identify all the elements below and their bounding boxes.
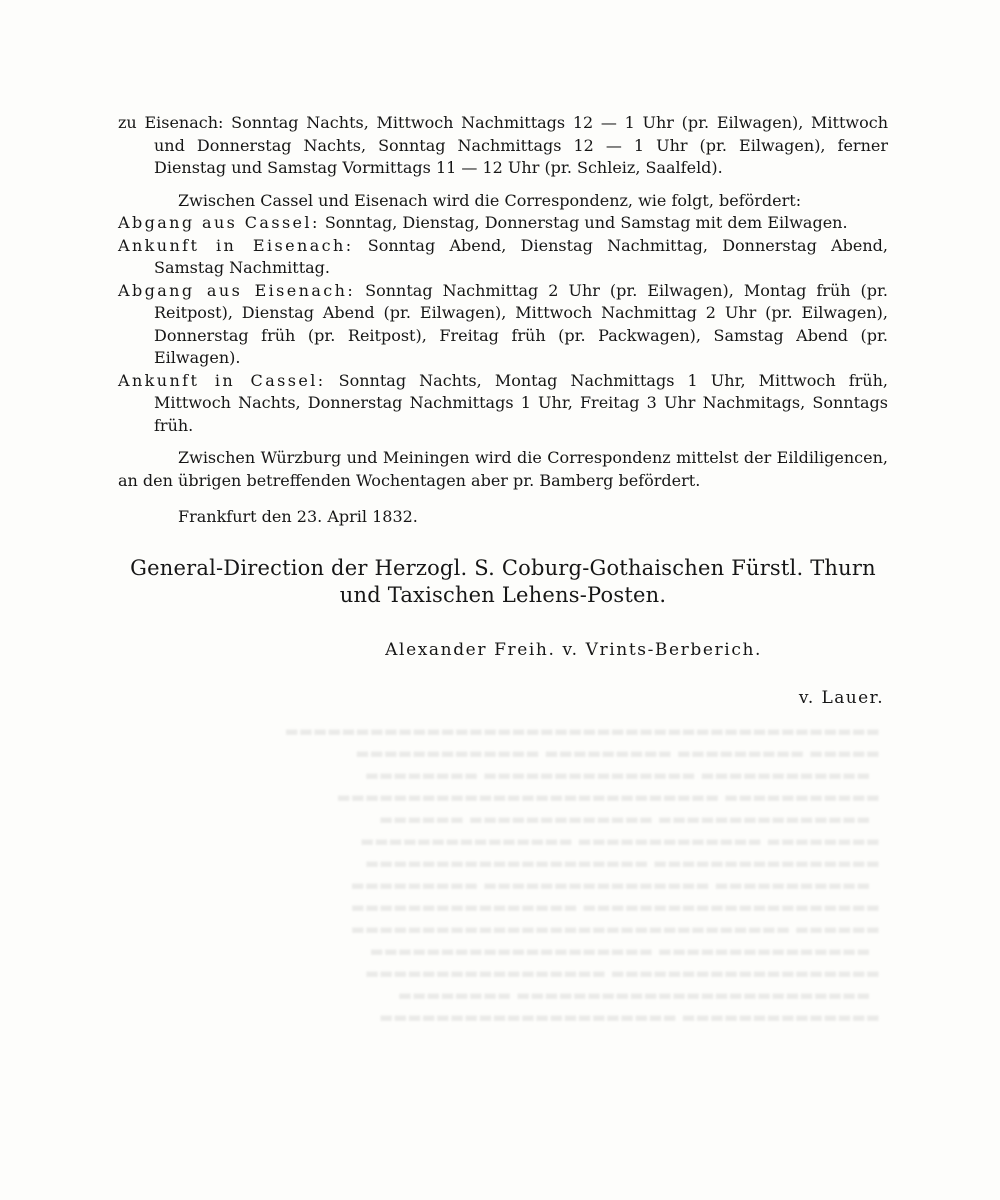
ankunft-eisenach-label: Ankunft in Eisenach: (118, 235, 354, 255)
ankunft-cassel-text: Sonntag Nachts, Montag Nachmittags 1 Uhr, Mittwoch früh, Mittwoch Nachts, Donnerstag Nachmittags 1 Uhr, Freitag 3 Uhr Nachmitags, Sonntags früh. (154, 370, 888, 435)
abgang-cassel-text: Sonntag, Dienstag, Donnerstag und Samstag mit dem Eilwagen. (324, 213, 848, 232)
date-line: Frankfurt den 23. April 1832. (178, 507, 418, 526)
ankunft-cassel-label: Ankunft in Cassel: (118, 370, 326, 390)
signature-lauer: v. Lauer. (798, 688, 884, 708)
document-body (118, 112, 888, 710)
signature-vrints-berberich: Alexander Freih. v. Vrints-Berberich. (385, 639, 762, 660)
eisenach-departures-paragraph: zu Eisenach: Sonntag Nachts, Mittwoch Nachmittags 12 — 1 Uhr (pr. Eilwagen), Mittwoch und Donnerstag Nachts, Sonntag Nachmittags 12 — 1 Uhr (pr. Eilwagen), ferner Dienstag und Samstag Vormittags 11 — 12 Uhr (pr. Schleiz, Saalfeld). (118, 113, 888, 177)
abgang-cassel-label: Abgang aus Cassel: (118, 213, 320, 232)
abgang-eisenach-text: Sonntag Nachmittag 2 Uhr (pr. Eilwagen), Montag früh (pr. Reitpost), Dienstag Abend (pr. Eilwagen), Mittwoch Nachmittag 2 Uhr (pr. Eilwagen), Donnerstag früh (pr. Reitpost), Freitag früh (pr. Packwagen), Samstag Abend (pr. Eilwagen). (154, 280, 889, 367)
ankunft-eisenach-entry (118, 235, 888, 280)
general-direction-title: General-Direction der Herzogl. S. Coburg-Gothaischen Fürstl. Thurn und Taxischen Lehens-Posten. (130, 555, 876, 607)
wuerzburg-meiningen-paragraph: Zwischen Würzburg und Meiningen wird die Correspondenz mittelst der Eildiligencen, an den übrigen betreffenden Wochentagen aber pr. Bamberg befördert. (118, 448, 888, 490)
cassel-eisenach-intro: Zwischen Cassel und Eisenach wird die Correspondenz, wie folgt, befördert: (178, 190, 802, 210)
abgang-eisenach-label: Abgang aus Eisenach: (118, 280, 356, 300)
abgang-cassel-entry (118, 212, 888, 235)
show-through-texture: ▬▬▬▬▬▬▬▬▬▬▬▬▬▬▬▬▬▬▬▬▬▬▬▬▬▬▬▬▬▬▬▬▬▬▬▬▬▬▬▬▬▬ ▬▬▬▬▬ ▬▬▬▬▬▬▬▬▬ ▬▬▬▬▬▬▬▬▬ ▬▬▬▬▬▬▬▬▬▬▬▬▬ ▬▬▬▬▬▬▬▬▬▬▬▬ ▬▬▬▬▬▬▬▬▬▬▬▬▬▬▬ ▬▬▬▬▬▬▬▬ ▬▬▬▬▬▬▬▬▬▬▬ ▬▬▬▬▬▬▬▬▬▬▬▬▬▬▬▬▬▬▬▬▬▬▬▬▬▬▬ ▬▬▬▬▬▬▬▬▬▬▬▬▬▬▬ ▬▬▬▬▬▬▬▬▬▬▬▬▬ ▬▬▬▬▬▬ ▬▬▬▬▬▬▬▬ ▬▬▬▬▬▬▬▬▬▬▬▬▬ ▬▬▬▬▬▬▬▬▬▬▬▬▬▬▬ ▬▬▬▬▬▬▬▬▬▬▬▬▬▬▬▬ ▬▬▬▬▬▬▬▬▬▬▬▬▬▬▬▬▬▬▬▬ ▬▬▬▬▬▬▬▬▬▬▬ ▬▬▬▬▬▬▬▬▬▬▬▬▬▬▬▬ ▬▬▬▬▬▬▬▬▬ ▬▬▬▬▬▬▬▬▬▬▬▬▬▬▬▬▬▬▬▬▬ ▬▬▬▬▬▬▬▬▬▬▬▬▬▬▬▬ ▬▬▬▬▬▬ ▬▬▬▬▬▬▬▬▬▬▬▬▬▬▬▬▬▬▬▬▬▬▬▬▬▬▬▬▬▬▬ ▬▬▬▬▬▬▬▬▬▬▬▬▬▬▬ ▬▬▬▬▬▬▬▬▬▬▬▬▬▬▬▬▬▬▬▬ ▬▬▬▬▬▬▬▬▬▬▬▬▬▬▬▬▬▬▬ ▬▬▬▬▬▬▬▬▬▬▬▬▬▬▬▬▬ ▬▬▬▬▬▬▬▬▬▬▬▬▬▬▬▬▬▬▬▬▬▬▬▬▬ ▬▬▬▬▬▬▬▬ ▬▬▬▬▬▬▬▬▬▬▬▬▬▬ ▬▬▬▬▬▬▬▬▬▬▬▬▬▬▬▬▬▬▬▬▬ (284, 722, 880, 1026)
ankunft-eisenach-text: Sonntag Abend, Dienstag Nachmittag, Donnerstag Abend, Samstag Nachmittag. (154, 235, 888, 277)
abgang-eisenach-entry (118, 280, 888, 370)
ankunft-cassel-entry (118, 370, 888, 438)
